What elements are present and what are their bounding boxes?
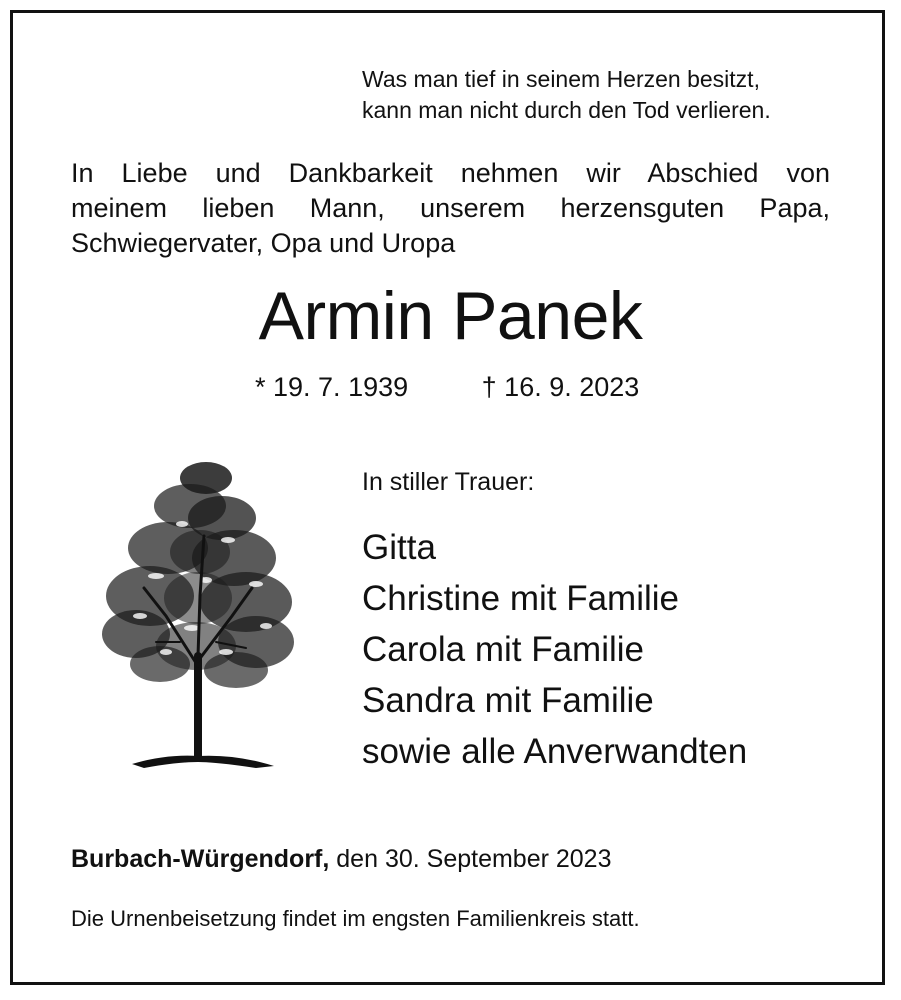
date: den 30. September 2023 bbox=[336, 845, 612, 873]
deceased-name: Armin Panek bbox=[258, 278, 643, 354]
intro-line-1: In Liebe und Dankbarkeit nehmen wir Abschied von bbox=[71, 158, 830, 188]
birth-date: * 19. 7. 1939 bbox=[255, 372, 409, 402]
intro-line-3: Schwiegervater, Opa und Uropa bbox=[71, 228, 456, 258]
intro-line-2: meinem lieben Mann, unserem herzensguten Papa, bbox=[71, 193, 830, 223]
place: Burbach-Würgendorf, bbox=[71, 845, 330, 873]
mourner-4: Sandra mit Familie bbox=[362, 681, 654, 720]
mourning-heading: In stiller Trauer: bbox=[362, 468, 535, 496]
tree-icon bbox=[96, 456, 300, 776]
mourner-2: Christine mit Familie bbox=[362, 579, 679, 618]
burial-notice: Die Urnenbeisetzung findet im engsten Familienkreis statt. bbox=[71, 906, 640, 931]
mourner-3: Carola mit Familie bbox=[362, 630, 644, 669]
death-date: † 16. 9. 2023 bbox=[481, 372, 640, 402]
intro-text bbox=[71, 156, 830, 261]
place-and-date bbox=[71, 842, 612, 876]
motto-line-2: kann man nicht durch den Tod verlieren. bbox=[362, 97, 771, 123]
motto-line-1: Was man tief in seinem Herzen besitzt, bbox=[362, 66, 760, 92]
tree-ground bbox=[132, 756, 274, 768]
mourner-1: Gitta bbox=[362, 528, 436, 567]
life-dates bbox=[255, 369, 639, 405]
motto bbox=[362, 64, 771, 126]
mourner-5: sowie alle Anverwandten bbox=[362, 732, 748, 771]
mourners-list bbox=[362, 522, 747, 777]
